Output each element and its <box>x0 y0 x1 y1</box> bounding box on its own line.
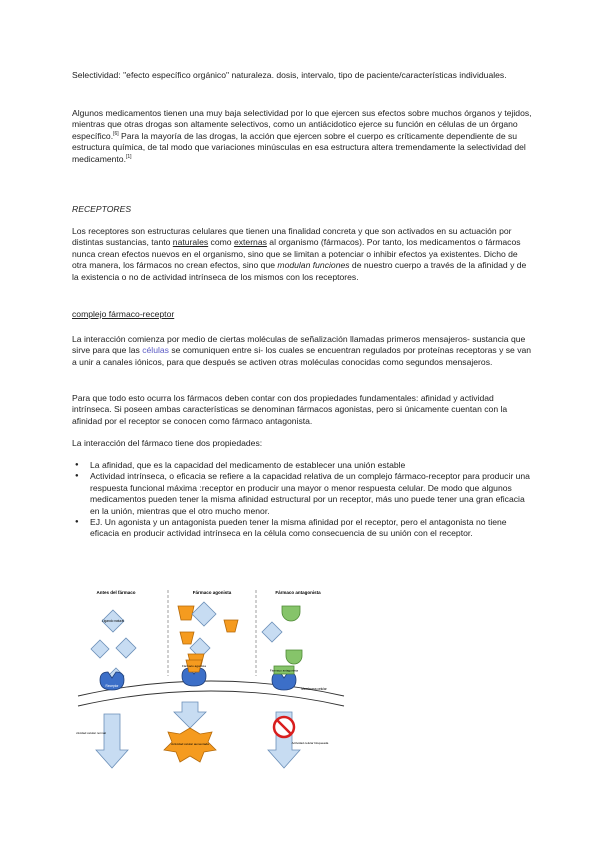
p2-text: Algunos medicamentos tienen una muy baja selectividad por lo que ejercen sus efectos sobre muchos órganos y tejidos, mientras que otras drogas son altamente selectivos, como un antiácidotico ejerce su función en células de un órgano específico. <box>72 108 532 141</box>
bound-antagonist-label: Fármaco antagonista <box>269 668 299 673</box>
activity-arrow-normal <box>96 714 128 768</box>
interaccion-paragraph <box>72 334 534 368</box>
selectividad-paragraph: Selectividad: "efecto específico orgánico" naturaleza. dosis, intervalo, tipo de paciente/características individuales. <box>72 70 507 80</box>
externas-link[interactable]: externas <box>233 237 267 248</box>
celulas-link[interactable]: células <box>142 345 169 356</box>
cell-membrane-inner <box>78 691 344 706</box>
p3-text-a: Los receptores son estructuras celulares que tienen una finalidad concreta y que son activados en su actuación por distintas sustancias, tanto <box>72 226 512 248</box>
receptores-heading: RECEPTORES <box>72 204 132 214</box>
p4-text-b: se comuniquen entre si- los cuales se encuentran regulados por proteínas receptoras y se van a unir a canales iónicos, para que después se activen otras moléculas conocidas como segundos mensajeros. <box>72 345 532 367</box>
receptor-diagram <box>76 584 346 774</box>
agonist-shape <box>178 606 194 620</box>
act3-label: Actividad celular bloqueada <box>291 741 329 745</box>
natural-ligand-diamond <box>262 622 282 642</box>
selectividad-detail-paragraph <box>72 108 534 165</box>
natural-ligand-diamond <box>91 640 109 658</box>
citation-1[interactable]: [1] <box>125 153 132 160</box>
modulan-funciones-text: modulan funciones <box>277 260 350 271</box>
activity-arrow-agonist <box>174 702 206 728</box>
membrane-label: Membrana celular <box>301 687 327 691</box>
natural-ligand-diamond <box>116 638 136 658</box>
list-item: ● La afinidad, que es la capacidad del medicamento de establecer una unión estable <box>72 460 534 471</box>
receptor-label: Receptor <box>105 684 119 688</box>
propiedades-paragraph: Para que todo esto ocurra los fármacos deben contar con dos propiedades fundamentales: afinidad y actividad intrínseca. Si poseen ambas características se denominan fármacos agonistas, pero si únicamente cuentan con la afinidad por el receptor se conocen como fármaco antagonista. <box>72 393 508 426</box>
receptor-diagram-svg <box>76 584 346 774</box>
receptor-3 <box>272 672 296 690</box>
antagonist-shape <box>286 650 302 664</box>
propiedades-list <box>72 460 534 540</box>
p3-text-b: como <box>208 237 234 248</box>
p2-text-2: Para la mayoría de las drogas, la acción que ejercen sobre el cuerpo es críticamente dependiente de su estructura química, de tal modo que variaciones minúsculas en esa estructura altera tremendamente la selectividad del medicamento. <box>72 130 526 164</box>
list-item: ● Actividad intrínseca, o eficacia se refiere a la capacidad relativa de un complejo fármaco-receptor para producir una respuesta funcional máxima :receptor en producir una mayor o menor respuesta celular. De modo que algunos medicamentos pueden tener la misma afinidad estructural por un receptor, más uno puede tener una gran eficacia en la unión, mientras que el otro mucho menor. <box>72 471 534 517</box>
interaccion-propiedades-line: La interacción del fármaco tiene dos propiedades: <box>72 438 263 448</box>
p3-text-c: al organismo (fármacos). Por tanto, los medicamentos o fármacos nunca crean efectos nuevos en el organismo, sino que se limitan a potenciar o inhibir efectos ya existentes. Dicho de otra manera, los fármacos no crean efectos, sino que <box>72 237 521 271</box>
col2-header: Fármaco agonista <box>192 590 232 595</box>
col1-header: Antes del fármaco <box>96 590 136 595</box>
p3-text-d: de nuestro cuerpo a través de la afinidad y de la existencia o no de actividad intrínseca de los mismos con los receptores. <box>72 260 527 282</box>
act1-label: Actividad celular normal <box>76 731 106 735</box>
act2-label: Actividad celular aumentada <box>171 742 209 746</box>
receptores-paragraph <box>72 226 534 283</box>
list-item: ● EJ. Un agonista y un antagonista pueden tener la misma afinidad por el receptor, pero el antagonista no tiene eficacia en producir actividad intrínseca en la célula como consecuencia de su unión con el receptor. <box>72 517 534 540</box>
complejo-heading: complejo fármaco-receptor <box>72 309 175 319</box>
natural-ligand-diamond <box>192 602 216 626</box>
ligand-natural-label: Ligando natural <box>102 619 124 623</box>
bound-agonist-label: Fármaco agonista <box>181 664 207 668</box>
citation-6[interactable]: [6] <box>113 130 119 137</box>
agonist-shape <box>224 620 238 632</box>
naturales-link[interactable]: naturales <box>172 237 209 248</box>
p4-text-a: La interacción comienza por medio de ciertas moléculas de señalización llamadas primeros mensajeros- sustancia que sirve para que las <box>72 334 526 356</box>
antagonist-shape <box>282 606 300 621</box>
agonist-shape <box>180 632 194 644</box>
col3-header: Fármaco antagonista <box>275 590 321 595</box>
